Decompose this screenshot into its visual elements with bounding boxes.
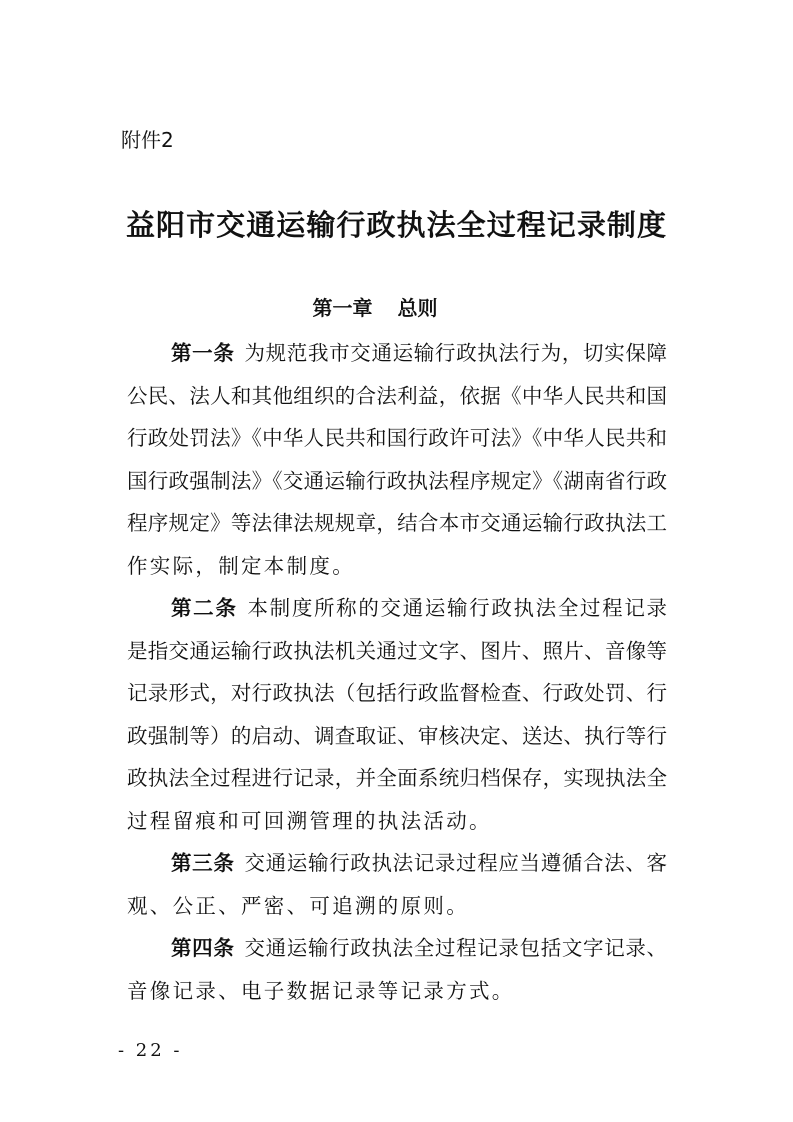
article-text: 过程留痕和可回溯管理的执法活动。	[127, 808, 492, 833]
article-line	[127, 757, 667, 800]
article-line	[127, 332, 667, 375]
document-title: 益阳市交通运输行政执法全过程记录制度	[126, 208, 666, 242]
article-text: 政执法全过程进行记录，并全面系统归档保存，实现执法全	[127, 766, 667, 790]
article-line	[127, 375, 667, 418]
article-label: 第四条	[171, 936, 235, 960]
document-body	[127, 332, 667, 1012]
article-label: 第三条	[171, 851, 235, 875]
article-line	[127, 672, 667, 715]
article-text: 公民、法人和其他组织的合法利益，依据《中华人民共和国	[127, 383, 667, 408]
article-text: 是指交通运输行政执法机关通过文字、图片、照片、音像等	[127, 638, 667, 663]
article-text: 国行政强制法》《交通运输行政执法程序规定》《湖南省行政	[127, 468, 667, 493]
article-label: 第一条	[171, 341, 235, 365]
chapter-heading: 第一章 总则	[312, 296, 438, 320]
article-line	[127, 885, 667, 928]
article-text: 观、公正、严密、可追溯的原则。	[127, 893, 469, 918]
article-text: 交通运输行政执法全过程记录包括文字记录、	[244, 936, 668, 960]
article-line	[127, 545, 667, 588]
article-line	[127, 460, 667, 503]
article-text: 作实际，制定本制度。	[127, 553, 355, 578]
article-text: 本制度所称的交通运输行政执法全过程记录	[247, 596, 667, 620]
article-line	[127, 970, 667, 1013]
article-line	[127, 927, 667, 970]
article-line	[127, 842, 667, 885]
article-line	[127, 502, 667, 545]
article-text: 为规范我市交通运输行政执法行为，切实保障	[244, 341, 668, 365]
article-text: 政强制等）的启动、调查取证、审核决定、送达、执行等行	[127, 723, 667, 748]
article-line	[127, 417, 667, 460]
article-text: 记录形式，对行政执法（包括行政监督检查、行政处罚、行	[127, 681, 667, 705]
article-text: 程序规定》等法律法规规章，结合本市交通运输行政执法工	[127, 511, 667, 535]
article-label: 第二条	[171, 596, 238, 620]
article-text: 行政处罚法》《中华人民共和国行政许可法》《中华人民共和	[127, 426, 667, 450]
article-line	[127, 715, 667, 758]
page-number: - 22 -	[118, 1040, 183, 1061]
article-line	[127, 800, 667, 843]
article-line	[127, 587, 667, 630]
article-text: 音像记录、电子数据记录等记录方式。	[127, 978, 515, 1003]
article-line	[127, 630, 667, 673]
article-text: 交通运输行政执法记录过程应当遵循合法、客	[244, 851, 668, 875]
attachment-label: 附件2	[121, 128, 174, 152]
